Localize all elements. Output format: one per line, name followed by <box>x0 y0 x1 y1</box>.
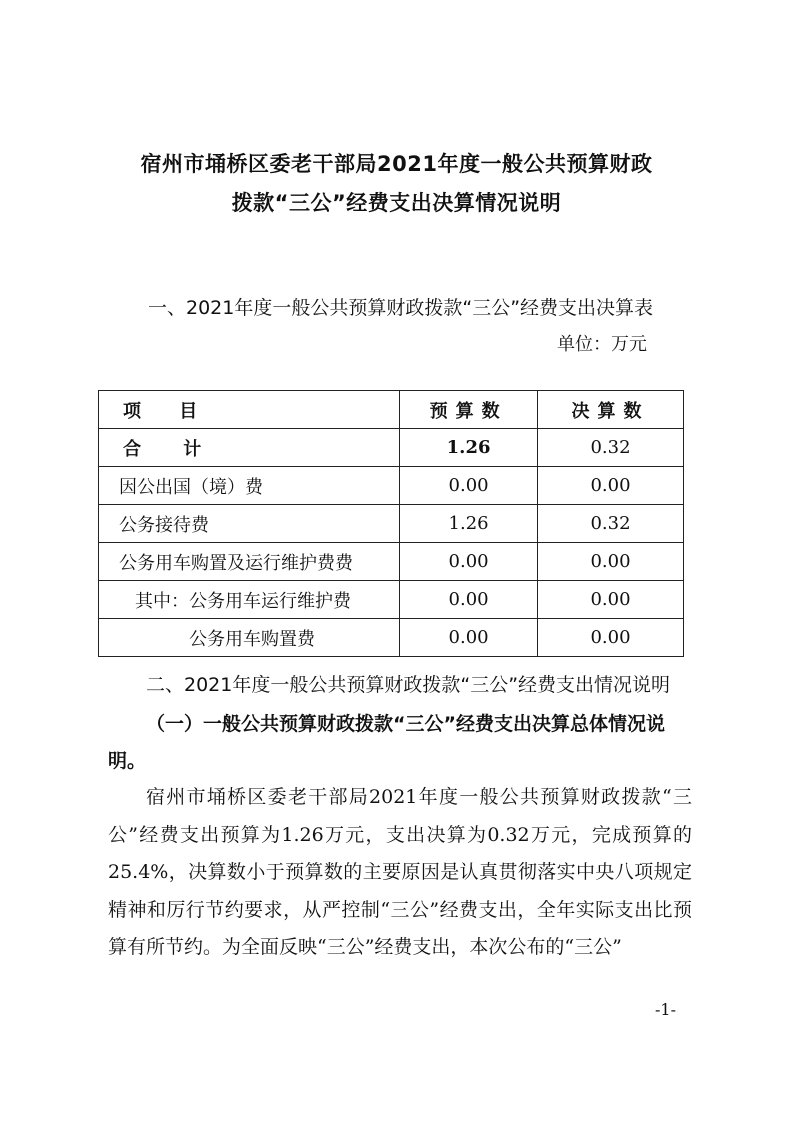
total-label: 合 计 <box>99 429 400 467</box>
row-actual: 0.00 <box>537 543 683 581</box>
row-budget: 0.00 <box>400 543 538 581</box>
section2-paragraph: 宿州市埇桥区委老干部局2021年度一般公共预算财政拨款“三公”经费支出预算为1.26万元，支出决算为0.32万元，完成预算的25.4%，决算数小于预算数的主要原因是认真贯彻落实中央八项规定精神和厉行节约要求，从严控制“三公”经费支出，全年实际支出比预算有所节约。为全面反映“三公”经费支出，本次公布的“三公” <box>108 786 692 958</box>
row-actual: 0.00 <box>537 467 683 505</box>
unit-label: 单位：万元 <box>557 334 647 355</box>
section2-heading: 二、2021年度一般公共预算财政拨款“三公”经费支出情况说明 <box>146 674 671 696</box>
header-item: 项 目 <box>99 391 400 429</box>
table-header-row <box>99 391 684 429</box>
row-label: 公务用车购置费 <box>99 619 400 657</box>
row-actual: 0.00 <box>537 619 683 657</box>
document-title-line2: 拨款“三公”经费支出决算情况说明 <box>231 191 562 215</box>
page-number: -1- <box>655 1000 676 1019</box>
header-budget: 预算数 <box>400 391 538 429</box>
table-row <box>99 581 684 619</box>
document-title-line1: 宿州市埇桥区委老干部局2021年度一般公共预算财政 <box>140 152 653 176</box>
row-budget: 0.00 <box>400 581 538 619</box>
section1-heading: 一、2021年度一般公共预算财政拨款“三公”经费支出决算表 <box>148 297 654 319</box>
row-label: 因公出国（境）费 <box>99 467 400 505</box>
budget-table <box>98 390 684 657</box>
row-actual: 0.00 <box>537 581 683 619</box>
table-row <box>99 543 684 581</box>
row-label: 其中：公务用车运行维护费 <box>99 581 400 619</box>
total-budget: 1.26 <box>400 429 538 467</box>
row-budget: 1.26 <box>400 505 538 543</box>
table-row-total <box>99 429 684 467</box>
table-row <box>99 467 684 505</box>
row-label: 公务接待费 <box>99 505 400 543</box>
table-row <box>99 505 684 543</box>
header-actual: 决算数 <box>537 391 683 429</box>
row-label: 公务用车购置及运行维护费费 <box>99 543 400 581</box>
row-budget: 0.00 <box>400 619 538 657</box>
total-actual: 0.32 <box>537 429 683 467</box>
row-actual: 0.32 <box>537 505 683 543</box>
table-row <box>99 619 684 657</box>
section2-subheading: （一）一般公共预算财政拨款“三公”经费支出决算总体情况说明。 <box>108 713 665 772</box>
row-budget: 0.00 <box>400 467 538 505</box>
